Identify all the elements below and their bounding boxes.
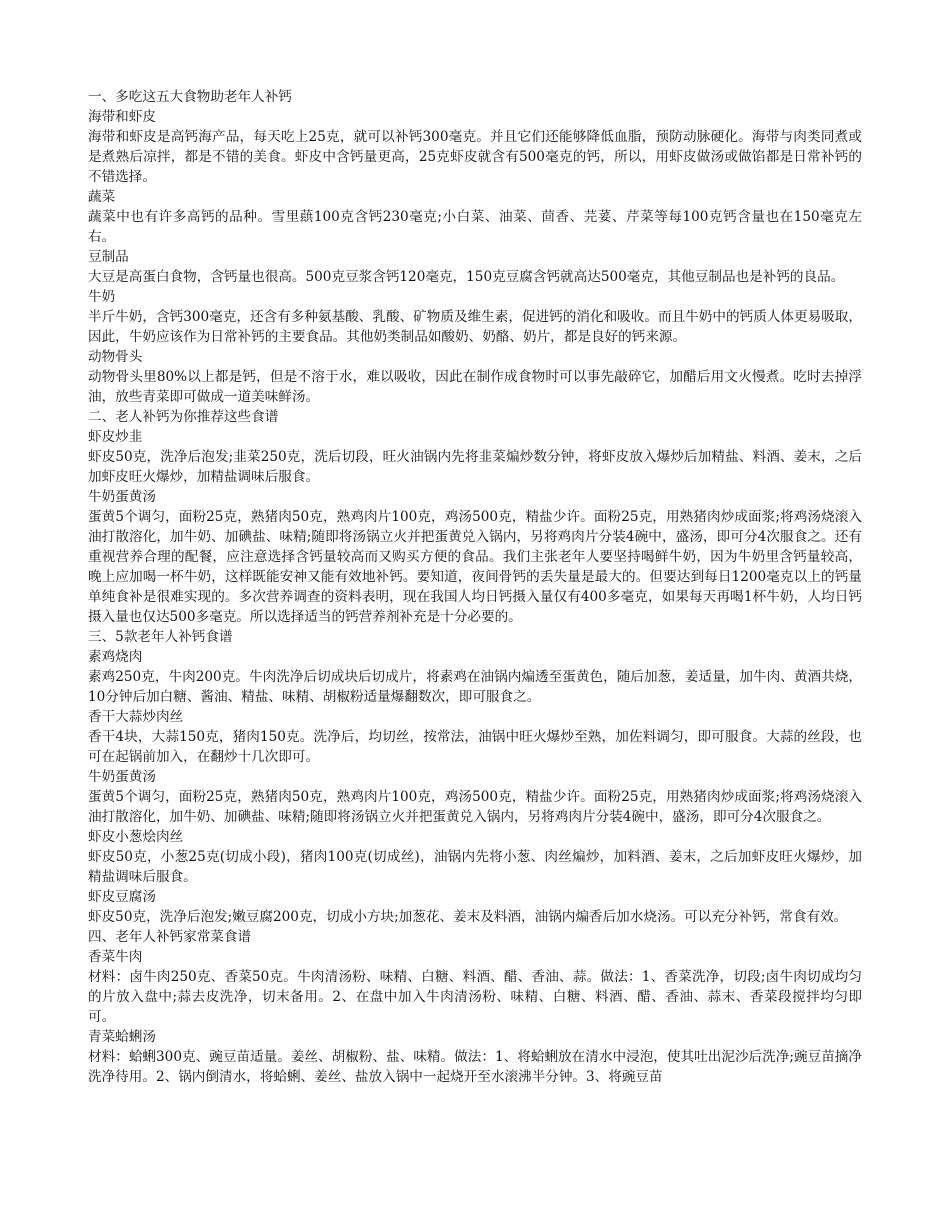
section-heading: 三、5款老年人补钙食谱: [88, 629, 233, 645]
subheading-soy: 豆制品: [88, 249, 129, 265]
subheading-recipe: 香干大蒜炒肉丝: [88, 709, 184, 725]
paragraph-recipe: 材料：卤牛肉250克、香菜50克。牛肉清汤粉、味精、白糖、料酒、醋、香油、蒜。做法：1、香菜洗净，切段;卤牛肉切成均匀的片放入盘中;蒜去皮洗净，切末备用。2、在盘中加入牛肉清汤粉、味精、白糖、料酒、醋、香油、蒜末、香菜段搅拌均匀即可。: [88, 969, 862, 1025]
subheading-bones: 动物骨头: [88, 349, 143, 365]
subheading-recipe: 青菜蛤蜊汤: [88, 1029, 156, 1045]
subheading-recipe: 香菜牛肉: [88, 949, 143, 965]
subheading-recipe: 虾皮小葱烩肉丝: [88, 829, 184, 845]
paragraph-milk: 半斤牛奶，含钙300毫克，还含有多种氨基酸、乳酸、矿物质及维生素，促进钙的消化和吸收。而且牛奶中的钙质人体更易吸取，因此，牛奶应该作为日常补钙的主要食品。其他奶类制品如酸奶、奶酪、奶片，都是良好的钙来源。: [88, 309, 862, 345]
subheading-recipe: 牛奶蛋黄汤: [88, 769, 156, 785]
paragraph-recipe: 素鸡250克，牛肉200克。牛肉洗净后切成块后切成片，将素鸡在油锅内煸透至蛋黄色，随后加葱，姜适量，加牛肉、黄酒共烧，10分钟后加白糖、酱油、精盐、味精、胡椒粉适量爆翻数次，即可服食之。: [88, 669, 862, 705]
subheading-recipe: 素鸡烧肉: [88, 649, 143, 665]
paragraph-recipe: 虾皮50克，洗净后泡发;韭菜250克，洗后切段，旺火油锅内先将韭菜煸炒数分钟，将虾皮放入爆炒后加精盐、料酒、姜末，之后加虾皮旺火爆炒，加精盐调味后服食。: [88, 449, 862, 485]
paragraph-recipe: 蛋黄5个调匀，面粉25克，熟猪肉50克，熟鸡肉片100克，鸡汤500克，精盐少许。面粉25克，用熟猪肉炒成面浆;将鸡汤烧滚入油打散溶化，加牛奶、加碘盐、味精;随即将汤锅立火并把蛋黄兑入锅内，另将鸡肉片分装4碗中，盛汤，即可分4次服食之。还有重视营养合理的配餐，应注意选择含钙量较高而又购买方便的食品。我们主张老年人要坚持喝鲜牛奶，因为牛奶里含钙量较高，晚上应加喝一杯牛奶，这样既能安神又能有效地补钙。要知道，夜间骨钙的丢失量是最大的。但要达到每日1200毫克以上的钙量单纯食补是很难实现的。多次营养调查的资料表明，现在我国人均日钙摄入量仅有400多毫克，如果每天再喝1杯牛奶，人均日钙摄入量也仅达500多毫克。所以选择适当的钙营养剂补充是十分必要的。: [88, 509, 862, 625]
paragraph-bones: 动物骨头里80%以上都是钙，但是不溶于水，难以吸收，因此在制作成食物时可以事先敲碎它，加醋后用文火慢煮。吃时去掉浮油，放些青菜即可做成一道美味鲜汤。: [88, 369, 862, 405]
section-heading: 一、多吃这五大食物助老年人补钙: [88, 89, 292, 105]
section-heading: 四、老年人补钙家常菜食谱: [88, 929, 252, 945]
paragraph-soy: 大豆是高蛋白食物，含钙量也很高。500克豆浆含钙120毫克，150克豆腐含钙就高达500毫克，其他豆制品也是补钙的良品。: [88, 269, 845, 285]
subheading-vegetables: 蔬菜: [88, 189, 116, 205]
paragraph-recipe: 香干4块，大蒜150克，猪肉150克。洗净后，均切丝，按常法，油锅中旺火爆炒至熟，加佐料调匀，即可服食。大蒜的丝段，也可在起锅前加入，在翻炒十几次即可。: [88, 729, 862, 765]
subheading-kelp-shrimp: 海带和虾皮: [88, 109, 156, 125]
paragraph-vegetables: 蔬菜中也有许多高钙的品种。雪里蕻100克含钙230毫克;小白菜、油菜、茴香、芫荽、芹菜等每100克钙含量也在150毫克左右。: [88, 209, 862, 245]
paragraph-recipe: 虾皮50克，洗净后泡发;嫩豆腐200克，切成小方块;加葱花、姜末及料酒，油锅内煸香后加水烧汤。可以充分补钙，常食有效。: [88, 909, 848, 925]
section-heading: 二、老人补钙为你推荐这些食谱: [88, 409, 279, 425]
subheading-recipe: 牛奶蛋黄汤: [88, 489, 156, 505]
paragraph-recipe: 蛋黄5个调匀，面粉25克，熟猪肉50克，熟鸡肉片100克，鸡汤500克，精盐少许。面粉25克，用熟猪肉炒成面浆;将鸡汤烧滚入油打散溶化，加牛奶、加碘盐、味精;随即将汤锅立火并把蛋黄兑入锅内，另将鸡肉片分装4碗中，盛汤，即可分4次服食之。: [88, 789, 862, 825]
subheading-recipe: 虾皮豆腐汤: [88, 889, 156, 905]
paragraph-kelp-shrimp: 海带和虾皮是高钙海产品，每天吃上25克，就可以补钙300毫克。并且它们还能够降低血脂，预防动脉硬化。海带与肉类同煮或是煮熟后凉拌，都是不错的美食。虾皮中含钙量更高，25克虾皮就含有500毫克的钙，所以，用虾皮做汤或做馅都是日常补钙的不错选择。: [88, 129, 862, 185]
paragraph-recipe: 材料：蛤蜊300克、豌豆苗适量。姜丝、胡椒粉、盐、味精。做法：1、将蛤蜊放在清水中浸泡，使其吐出泥沙后洗净;豌豆苗摘净洗净待用。2、锅内倒清水，将蛤蜊、姜丝、盐放入锅中一起烧开至水滚沸半分钟。3、将豌豆苗: [88, 1049, 862, 1085]
subheading-recipe: 虾皮炒韭: [88, 429, 143, 445]
subheading-milk: 牛奶: [88, 289, 116, 305]
paragraph-recipe: 虾皮50克，小葱25克(切成小段)，猪肉100克(切成丝)，油锅内先将小葱、肉丝煸炒，加料酒、姜末，之后加虾皮旺火爆炒，加精盐调味后服食。: [88, 849, 862, 885]
document-body: [88, 87, 862, 1087]
